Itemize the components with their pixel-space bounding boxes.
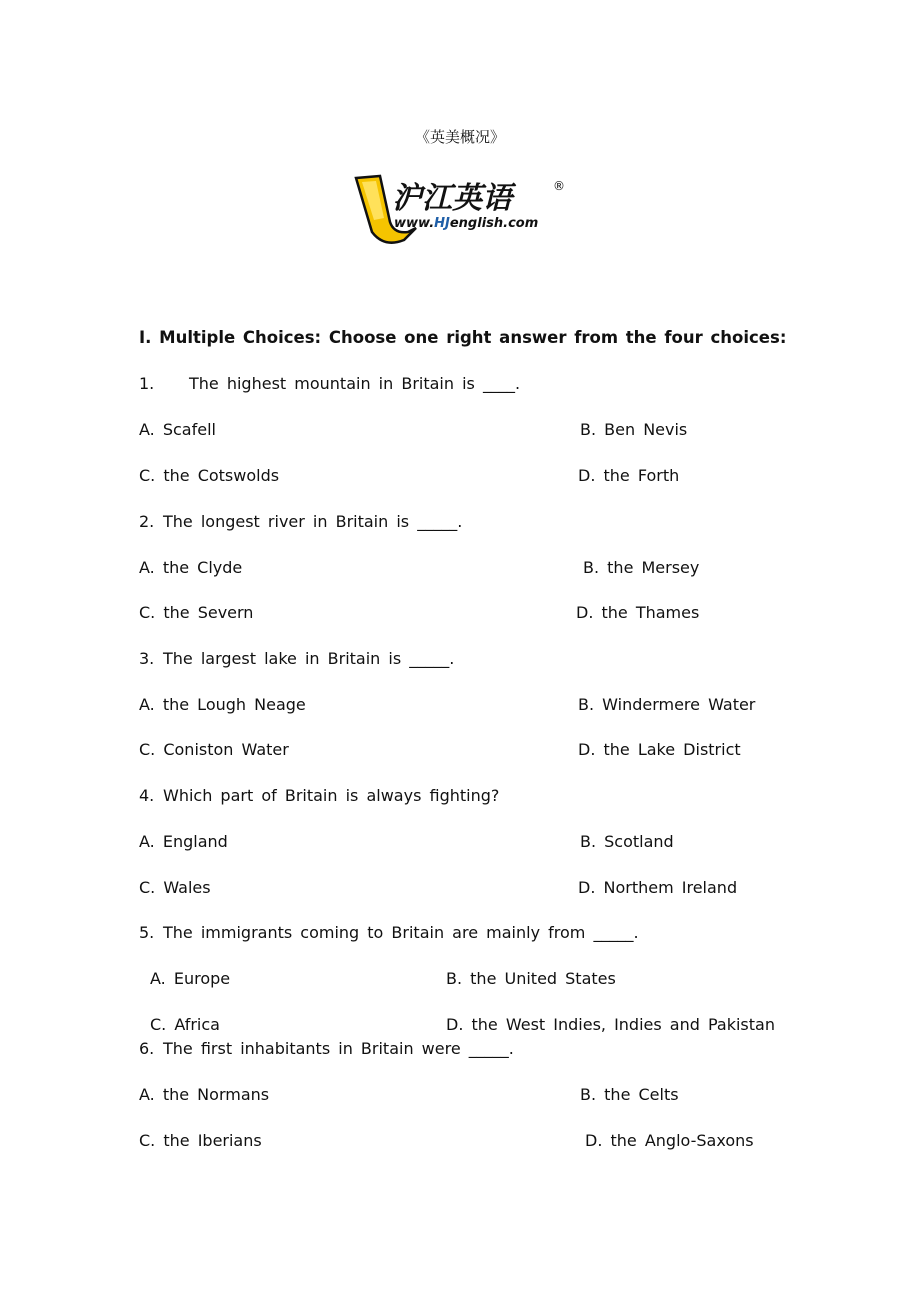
question-4-option-a: A. England — [139, 832, 228, 851]
question-6-option-b: B. the Celts — [580, 1085, 679, 1104]
question-5-option-a: A. Europe — [150, 969, 231, 988]
question-6-option-c: C. the Iberians — [139, 1131, 262, 1150]
question-1-option-c: C. the Cotswolds — [139, 466, 280, 485]
question-2-option-b: B. the Mersey — [583, 558, 700, 577]
question-5-option-b: B. the United States — [446, 969, 616, 988]
hjenglish-logo — [350, 170, 570, 245]
question-1-text: The highest mountain in Britain is ____. — [189, 374, 521, 393]
question-3-text: The largest lake in Britain is _____. — [163, 649, 455, 668]
question-5-option-d: D. the West Indies, Indies and Pakistan — [446, 1015, 775, 1034]
logo-url-brand: HJ — [434, 216, 450, 231]
question-6-option-d: D. the Anglo-Saxons — [585, 1131, 754, 1150]
question-4-option-d: D. Northem Ireland — [578, 878, 738, 897]
logo-url — [394, 216, 538, 231]
logo-url-prefix: www. — [394, 216, 435, 231]
question-2-text: The longest river in Britain is _____. — [163, 512, 463, 531]
document-title: 《英美概况》 — [414, 128, 505, 146]
question-6-text: The first inhabitants in Britain were _____. — [163, 1039, 514, 1058]
question-1-option-b: B. Ben Nevis — [580, 420, 688, 439]
question-4-option-b: B. Scotland — [580, 832, 674, 851]
section-heading: I. Multiple Choices: Choose one right answer from the four choices: — [139, 328, 787, 347]
logo-url-suffix: english.com — [449, 216, 539, 231]
question-5-number: 5. — [139, 923, 155, 942]
question-5-option-c: C. Africa — [150, 1015, 220, 1034]
question-4-text: Which part of Britain is always fighting? — [163, 786, 500, 805]
question-6-option-a: A. the Normans — [139, 1085, 270, 1104]
question-5-text: The immigrants coming to Britain are mainly from _____. — [163, 923, 639, 942]
question-4-option-c: C. Wales — [139, 878, 211, 897]
question-3-option-d: D. the Lake District — [578, 740, 741, 759]
logo-cn-text: 沪江英语 — [392, 181, 512, 216]
question-1-option-d: D. the Forth — [578, 466, 680, 485]
question-1-option-a: A. Scafell — [139, 420, 216, 439]
question-3-option-c: C. Coniston Water — [139, 740, 289, 759]
question-6-number: 6. — [139, 1039, 155, 1058]
logo-registered-mark: ® — [553, 179, 565, 193]
question-3-option-a: A. the Lough Neage — [139, 695, 306, 714]
question-2-option-c: C. the Severn — [139, 603, 254, 622]
question-2-option-d: D. the Thames — [576, 603, 700, 622]
question-1-number: 1. — [139, 374, 155, 393]
question-2-option-a: A. the Clyde — [139, 558, 243, 577]
question-3-option-b: B. Windermere Water — [578, 695, 756, 714]
question-4-number: 4. — [139, 786, 155, 805]
question-2-number: 2. — [139, 512, 155, 531]
question-3-number: 3. — [139, 649, 155, 668]
